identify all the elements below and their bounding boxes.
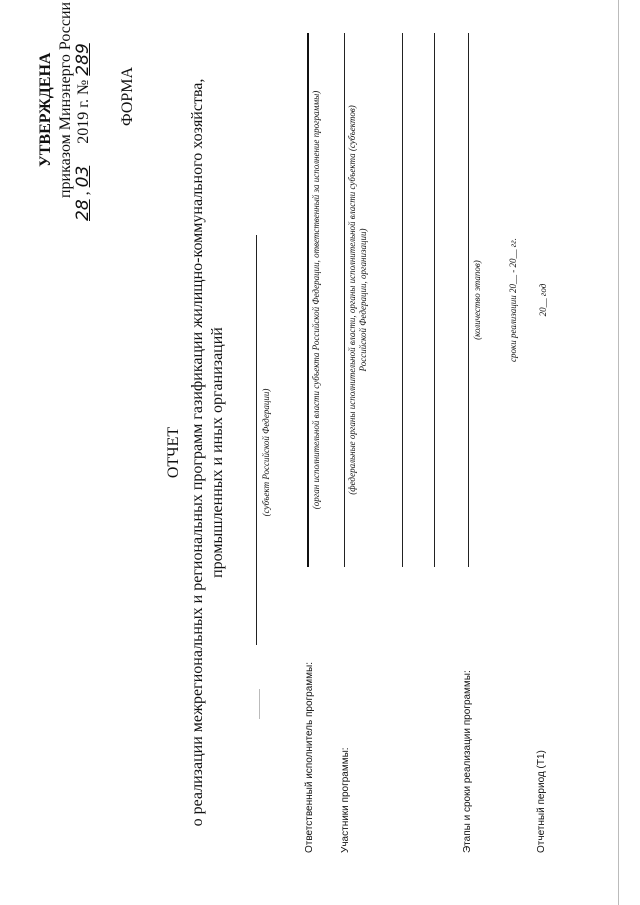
stages-hint: (количество этапов) — [472, 260, 482, 340]
scan-edge — [618, 0, 619, 905]
approval-heading: УТВЕРЖДЕНА — [37, 52, 54, 167]
period-label: Отчетный период (Т1) — [536, 750, 547, 853]
form-label: ФОРМА — [119, 66, 136, 126]
responsible-executor-hint: (орган исполнительной власти субъекта Российской Федерации, ответственный за исполнение программы) — [311, 90, 321, 510]
stages-line — [468, 33, 469, 567]
responsible-executor-line — [307, 33, 309, 567]
terms-hint: сроки реализации 20__ - 20__ гг. — [508, 238, 518, 362]
participants-label: Участники программы: — [340, 747, 351, 853]
report-subtitle-1: о реализации межрегиональных и региональных программ газификации жилищно-коммунального хозяйства, — [189, 78, 206, 827]
responsible-executor-label: Ответственный исполнитель программы: — [304, 661, 315, 853]
report-subtitle-2: промышленных и иных организаций — [209, 327, 226, 578]
subject-hint: (субъект Российской Федерации) — [261, 388, 271, 517]
participants-hint-2: Российской Федерации, организации) — [358, 228, 368, 372]
margin-mark — [259, 689, 260, 719]
approval-date-line: 28 , 03 2019 г. № 289 — [73, 43, 93, 221]
subject-line — [256, 235, 257, 645]
participants-extra-line-1 — [402, 33, 403, 567]
stages-label: Этапы и сроки реализации программы: — [462, 670, 473, 853]
approval-month: 03 — [73, 165, 93, 188]
report-title: ОТЧЕТ — [165, 426, 182, 479]
participants-line — [344, 33, 345, 567]
approval-order-line: приказом Минэнерго России — [57, 1, 74, 198]
approval-order-number: 289 — [73, 43, 93, 76]
approval-year: 2019 г. № — [75, 79, 92, 144]
period-value: 20__ год — [538, 283, 548, 317]
approval-day: 28 — [73, 199, 93, 221]
participants-extra-line-2 — [434, 33, 435, 567]
participants-hint-1: (федеральные органы исполнительной власти, органы исполнительной власти субъекта (субъектов) — [347, 105, 357, 495]
